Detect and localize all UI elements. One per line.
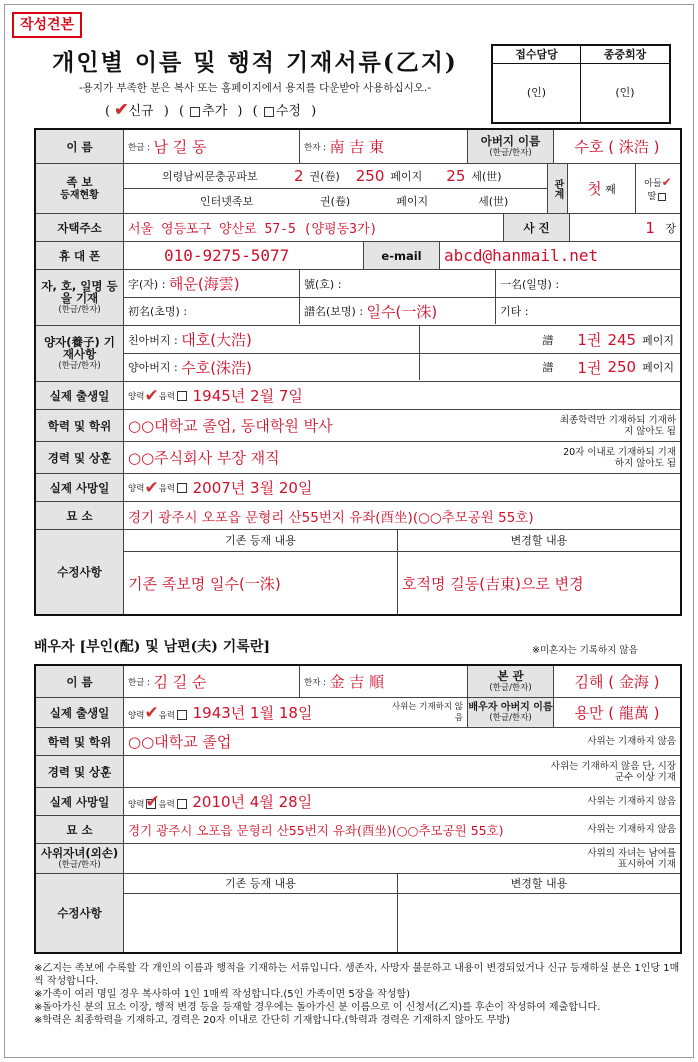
footnote-4: ※학력은 최종학력을 기재하고, 경력은 20자 이내로 간단히 기재합니다.(학력과 경력은 기재하지 않아도 무방) [34,1015,510,1026]
ilmyeong-field[interactable]: 一名(일명) : [500,277,560,291]
spouse-birth-row: 실제 출생일 양력✔음력 1943년 1월 18일 사위는 기재하지 않음 배우자 아버지 이름 (한글/한자) 용만 ( 龍萬 ) [36,698,680,728]
mod-before-field[interactable]: 기존 족보명 일수(一洙) [128,574,281,593]
career-field[interactable]: ○○주식회사 부장 재직 [128,449,280,467]
etc-field[interactable]: 기타 : [500,305,529,318]
approval-seal-1[interactable]: (인) [493,64,581,122]
approval-head-2: 종중회장 [581,46,669,64]
grave-row [36,502,680,530]
son-in-law-note: 사위의 자녀는 남여를 표시하여 기재 [587,847,676,870]
name-hangul-field[interactable]: 남 길 동 [153,138,207,156]
spouse-lunar-checkbox[interactable] [177,710,187,720]
name-label: 이 름 [36,130,124,163]
spouse-grave-note: 사위는 기재하지 않음 [587,824,676,835]
education-label: 학력 및 학위 [36,410,124,441]
jokbo-book-name: 의령남씨문충공파보 [162,170,258,183]
bio-page-field[interactable]: 245 [607,330,637,349]
adopt-page-field[interactable]: 250 [607,358,637,376]
death-row: 실제 사망일 양력 ✔ 음력 2007년 3월 20일 [36,474,680,502]
bongwan-field[interactable]: 김해 ( 金海 ) [574,673,660,691]
spouse-death-label: 실제 사망일 [36,788,124,815]
chomyeong-field[interactable]: 初名(초명) : [124,298,300,324]
father-label: 아버지 이름 (한글/한자) [468,130,554,163]
approval-head-1: 접수담당 [493,46,581,64]
new-option: 신규 [128,104,154,119]
email-field[interactable]: abcd@hanmail.net [444,246,599,265]
spouse-death-row: 실제 사망일 양력 ✔ 음력 2010년 4월 28일 사위는 기재하지 않음 [36,788,680,816]
spouse-hanja-field[interactable]: 金 吉 順 [329,673,385,691]
spouse-name-label: 이 름 [36,666,124,697]
spouse-mod-before-header: 기존 등재 내용 [124,874,397,894]
spouse-grave-field[interactable]: 경기 광주시 오포읍 문형리 산55번지 유좌(酉坐)(○○추모공원 55호) [128,822,504,838]
relation-field[interactable]: 첫 [587,180,602,198]
sample-stamp: 작성견본 [12,12,82,38]
page-title: 개인별 이름 및 행적 기재서류(乙지) [52,49,458,76]
name-hanja-field[interactable]: 南 吉 東 [329,138,385,156]
spouse-mod-after-header: 변경할 내용 [398,874,680,894]
photo-label: 사 진 [504,214,570,241]
ja-field[interactable]: 해운(海雲) [168,275,240,293]
phone-label: 휴 대 폰 [36,242,124,269]
relation-label: 관계 [548,164,568,213]
birth-field[interactable]: 1945년 2월 7일 [192,387,303,405]
spouse-solar-check-icon[interactable]: ✔ [144,703,159,723]
spouse-mod-before-field[interactable] [124,894,397,952]
education-field[interactable]: ○○대학교 졸업, 동대학원 박사 [128,417,333,435]
modify-option: 수정 [275,104,301,119]
grave-field[interactable]: 경기 광주시 오포읍 문형리 산55번지 유좌(酉坐)(○○추모공원 55호) [128,509,534,526]
online-jokbo-label: 인터넷족보 [200,195,254,208]
add-checkbox[interactable] [190,107,200,117]
name-row [36,130,680,164]
education-row [36,410,680,442]
check-mark-icon[interactable]: ✔ [114,100,129,120]
modify-checkbox[interactable] [264,107,274,117]
bio-father-field[interactable]: 대호(大浩) [181,331,252,349]
jokbo-row: 족 보 등재현황 의령남씨문충공파보 2 권(卷) 250 페이지 25 세(世) 인터넷족보 권(卷) 페이지 세(世) 관계 첫 째 아들✔ 딸 [36,164,680,214]
approval-seal-2[interactable]: (인) [615,86,635,99]
spouse-father-field[interactable]: 용만 ( 龍萬 ) [574,704,660,722]
spouse-father-label: 배우자 아버지 이름 (한글/한자) [468,698,554,727]
modification-row [36,530,680,614]
spouse-section-title: 배우자 [부인(配) 및 남편(夫) 기록란] [34,639,271,655]
bomyeong-field[interactable]: 일수(一洙) [366,302,438,321]
grave-label: 묘 소 [36,502,124,529]
mod-before-header: 기존 등재 내용 [124,530,397,552]
spouse-birth-note: 사위는 기재하지 않음 [391,701,463,723]
spouse-birth-label: 실제 출생일 [36,698,124,727]
spouse-education-label: 학력 및 학위 [36,728,124,755]
adopt-father-field[interactable]: 수호(洙浩) [181,358,252,377]
generation-field[interactable]: 25 [446,167,466,185]
hanja-label: 한자 : [304,142,326,153]
birth-label: 실제 출생일 [36,382,124,409]
alias-row: 자, 호, 일명 등을 기재 (한글/한자) 字(자) : 해운(海雲) 號(호) : 一名(일명) : 初名(초명) : 譜名(보명) : 일수(一洙) 기타 : [36,270,680,326]
registration-type: ( ✔신규 ) ( 추가 ) ( 수정 ) [105,100,317,120]
spouse-death-note: 사위는 기재하지 않음 [587,796,676,807]
career-label: 경력 및 상훈 [36,442,124,473]
spouse-table [34,664,682,954]
hangul-label: 한글 : [128,142,150,153]
education-note: 최종학력만 기재하되 기재하지 않아도 됨 [559,414,676,437]
spouse-career-note: 사위는 기재하지 않음 단, 시장 군수 이상 기재 [550,760,676,783]
spouse-modification-label: 수정사항 [36,874,124,952]
spouse-name-row: 이 름 한글 : 김 길 순 한자 : 金 吉 順 본 관 (한글/한자) 김해 ( 金海 ) [36,666,680,698]
footnote-2: ※가족이 여러 명일 경우 복사하여 1인 1매씩 작성합니다.(5인 가족이면 5장을 작성함) [34,989,411,1000]
phone-row [36,242,680,270]
mod-after-field[interactable]: 호적명 길동(吉東)으로 변경 [402,574,584,593]
spouse-education-field[interactable]: ○○대학교 졸업 [128,733,232,751]
spouse-career-row [36,756,680,788]
approval-box [491,44,671,124]
career-note: 20자 이내로 기재하되 기재하지 않아도 됨 [563,446,676,469]
footnote-1: ※乙지는 족보에 수록할 각 개인의 이름과 행적을 기재하는 서류입니다. 생존자, 사망자 불문하고 내용이 변경되었거나 신규 등재하실 분은 1인당 1매씩 작성합니다. [34,963,680,987]
death-lunar-checkbox[interactable] [177,483,187,493]
ho-field[interactable]: 號(호) : [300,270,496,297]
form-subnote: -용지가 부족한 분은 복사 또는 홈페이지에서 용지를 다운받아 사용하십시오.- [78,82,432,94]
spouse-death-solar-checkbox[interactable]: ✔ [145,792,160,812]
death-field[interactable]: 2007년 3월 20일 [192,479,313,497]
adopt-volume-field[interactable]: 1권 [577,358,602,377]
photo-count[interactable]: 1 [645,218,655,237]
spouse-mod-after-field[interactable] [398,894,680,952]
email-label: e-mail [364,242,440,269]
page-field[interactable]: 250 [355,167,385,185]
spouse-section-note: ※미혼자는 기록하지 않음 [532,645,638,656]
modification-label: 수정사항 [36,530,124,614]
son-in-law-label: 사위자녀(외손) (한글/한자) [36,844,124,873]
spouse-career-field[interactable] [124,756,680,787]
spouse-education-row [36,728,680,756]
footnote-3: ※돌아가신 분의 묘소 이장, 행적 변경 등을 등재할 경우에는 돌아가신 분 이름으로 이 신청서(乙지)를 후손이 작성하여 제출합니다. [34,1002,601,1013]
spouse-hangul-field[interactable]: 김 길 순 [153,673,207,691]
adoption-row: 양자(養子) 기재사항 (한글/한자) 친아버지 : 대호(大浩) 譜 1권 245 페이지 양아버지 : 수호(洙浩) 譜 1권 250 페이지 [36,326,680,382]
gender-options: 아들✔ 딸 [644,175,672,202]
add-option: 추가 [202,104,228,119]
spouse-grave-label: 묘 소 [36,816,124,843]
bongwan-label: 본 관 (한글/한자) [468,666,554,697]
spouse-modification-row [36,874,680,952]
birth-row: 실제 출생일 양력 ✔ 음력 1945년 2월 7일 [36,382,680,410]
spouse-death-field[interactable]: 2010년 4월 28일 [192,793,313,811]
spouse-grave-row [36,816,680,844]
person-table [34,128,682,616]
son-in-law-field[interactable] [124,844,680,873]
adoption-label: 양자(養子) 기재사항 (한글/한자) [36,326,124,381]
jokbo-label: 족 보 등재현황 [36,164,124,213]
spouse-death-lunar-checkbox[interactable] [177,799,187,809]
volume-field[interactable]: 2 [294,167,304,185]
bio-volume-field[interactable]: 1권 [577,331,602,349]
death-label: 실제 사망일 [36,474,124,501]
solar-check-icon[interactable]: ✔ [144,385,159,406]
mod-after-header: 변경할 내용 [398,530,680,552]
death-solar-check-icon[interactable]: ✔ [144,477,159,498]
spouse-career-label: 경력 및 상훈 [36,756,124,787]
address-row: 자택주소 서울 영등포구 양산로 57-5 (양평동3가) 사 진 1 장 [36,214,680,242]
lunar-checkbox[interactable] [177,391,187,401]
son-in-law-row [36,844,680,874]
address-field[interactable]: 서울 영등포구 양산로 57-5 (양평동3가) [128,222,378,237]
alias-label: 자, 호, 일명 등을 기재 (한글/한자) [36,270,124,325]
career-row [36,442,680,474]
phone-field[interactable]: 010-9275-5077 [164,246,290,265]
footnotes [34,962,682,1027]
father-name-field[interactable]: 수호 ( 洙浩 ) [574,138,660,156]
spouse-education-note: 사위는 기재하지 않음 [587,736,676,747]
son-check-icon[interactable]: ✔ [661,175,672,189]
spouse-birth-field[interactable]: 1943년 1월 18일 [192,704,313,722]
daughter-checkbox[interactable] [658,193,666,201]
address-label: 자택주소 [36,214,124,241]
